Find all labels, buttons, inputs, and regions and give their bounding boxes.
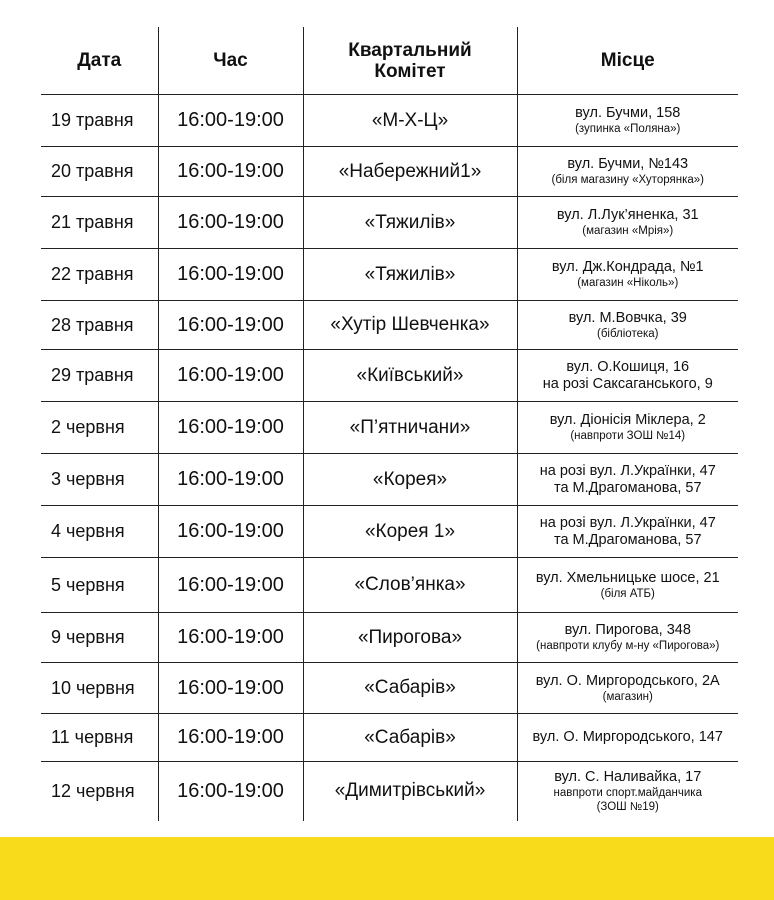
row-time: 16:00-19:00: [158, 762, 303, 821]
row-place: [517, 95, 738, 147]
row-committee: «Корея 1»: [303, 506, 517, 558]
row-time: 16:00-19:00: [158, 350, 303, 402]
row-time: 16:00-19:00: [158, 506, 303, 558]
row-place: [517, 197, 738, 249]
header-row: [41, 27, 738, 95]
place-note: (бібліотека): [597, 327, 659, 340]
table-row: [41, 301, 738, 350]
row-place: [517, 613, 738, 663]
header-committee: [303, 27, 517, 95]
row-date: 19 травня: [41, 95, 158, 147]
place-address: вул. Л.Лук’яненка, 31: [556, 207, 699, 223]
row-place: [517, 147, 738, 197]
place-address: вул. Діонісія Міклера, 2: [549, 412, 706, 428]
row-date: 10 червня: [41, 663, 158, 714]
row-time: 16:00-19:00: [158, 714, 303, 762]
row-date: 4 червня: [41, 506, 158, 558]
row-time: 16:00-19:00: [158, 558, 303, 613]
row-committee: «Тяжилів»: [303, 197, 517, 249]
row-committee: «Сабарів»: [303, 663, 517, 714]
table-row: [41, 558, 738, 613]
table-row: [41, 95, 738, 147]
place-address: вул. М.Вовчка, 39: [568, 309, 687, 326]
header-committee-line1: Квартальний: [348, 39, 472, 61]
place-address: вул. Дж.Кондрада, №1: [551, 259, 704, 275]
row-place: [517, 301, 738, 350]
place-address: вул. О.Кошиця, 16: [566, 358, 690, 375]
place-note: (біля магазину «Хуторянка»): [551, 174, 704, 186]
table-row: [41, 762, 738, 821]
place-address: та М.Драгоманова, 57: [553, 531, 702, 548]
header-date: Дата: [41, 27, 158, 95]
row-date: 28 травня: [41, 301, 158, 350]
row-time: 16:00-19:00: [158, 197, 303, 249]
place-address: на розі Саксаганського, 9: [542, 375, 713, 392]
row-date: 11 червня: [41, 714, 158, 762]
header-time: Час: [158, 27, 303, 95]
row-committee: «Хутір Шевченка»: [303, 301, 517, 350]
row-time: 16:00-19:00: [158, 663, 303, 714]
place-note: (магазин): [602, 690, 653, 703]
row-committee: «Слов’янка»: [303, 558, 517, 613]
row-date: 29 травня: [41, 350, 158, 402]
table-row: [41, 454, 738, 506]
schedule-table: [41, 27, 738, 821]
row-time: 16:00-19:00: [158, 454, 303, 506]
place-address: вул. Бучми, №143: [567, 156, 689, 172]
place-address: вул. О. Миргородського, 147: [532, 729, 723, 745]
row-time: 16:00-19:00: [158, 147, 303, 197]
place-note: (ЗОШ №19): [596, 800, 659, 813]
row-committee: «М-Х-Ц»: [303, 95, 517, 147]
place-note: (навпроти клубу м-ну «Пирогова»): [536, 640, 720, 652]
place-address: вул. Хмельницьке шосе, 21: [535, 569, 720, 586]
row-place: [517, 506, 738, 558]
row-place: [517, 714, 738, 762]
row-time: 16:00-19:00: [158, 249, 303, 301]
row-date: 2 червня: [41, 402, 158, 454]
row-place: [517, 663, 738, 714]
table-row: [41, 506, 738, 558]
place-address: на розі вул. Л.Українки, 47: [539, 514, 716, 531]
place-note: (магазин «Ніколь»): [577, 277, 679, 289]
row-place: [517, 249, 738, 301]
place-note: (навпроти ЗОШ №14): [570, 430, 686, 442]
table-row: [41, 402, 738, 454]
table-row: [41, 714, 738, 762]
place-note: навпроти спорт.майданчика: [553, 786, 702, 799]
place-address: вул. Пирогова, 348: [564, 622, 691, 638]
table-row: [41, 663, 738, 714]
row-committee: «Сабарів»: [303, 714, 517, 762]
table-row: [41, 350, 738, 402]
row-committee: «Пирогова»: [303, 613, 517, 663]
row-date: 20 травня: [41, 147, 158, 197]
row-time: 16:00-19:00: [158, 402, 303, 454]
place-note: (магазин «Мрія»): [582, 225, 674, 237]
place-address: вул. Бучми, 158: [575, 105, 681, 121]
row-committee: «Корея»: [303, 454, 517, 506]
row-place: [517, 762, 738, 821]
table-row: [41, 613, 738, 663]
header-place: Місце: [517, 27, 738, 95]
footer-yellow-band: [0, 837, 774, 900]
row-time: 16:00-19:00: [158, 613, 303, 663]
place-note: (біля АТБ): [600, 587, 655, 600]
row-committee: «Набережний1»: [303, 147, 517, 197]
row-committee: «П’ятничани»: [303, 402, 517, 454]
row-date: 9 червня: [41, 613, 158, 663]
place-address: на розі вул. Л.Українки, 47: [539, 462, 716, 479]
row-date: 22 травня: [41, 249, 158, 301]
row-date: 3 червня: [41, 454, 158, 506]
table-row: [41, 197, 738, 249]
row-time: 16:00-19:00: [158, 301, 303, 350]
row-committee: «Київський»: [303, 350, 517, 402]
row-place: [517, 402, 738, 454]
place-note: (зупинка «Поляна»): [575, 123, 681, 135]
row-date: 12 червня: [51, 780, 135, 801]
place-address: та М.Драгоманова, 57: [553, 479, 702, 496]
row-date: 21 травня: [41, 197, 158, 249]
header-committee-line2: Комітет: [374, 60, 446, 82]
row-committee: «Димитрівський»: [303, 762, 517, 821]
row-place: [517, 558, 738, 613]
place-address: вул. О. Миргородського, 2А: [535, 672, 720, 689]
row-place: [517, 454, 738, 506]
row-place: [517, 350, 738, 402]
table-row: [41, 249, 738, 301]
row-date: 5 червня: [41, 558, 158, 613]
row-time: 16:00-19:00: [158, 95, 303, 147]
place-address: вул. С. Наливайка, 17: [554, 768, 702, 785]
table-row: [41, 147, 738, 197]
row-committee: «Тяжилів»: [303, 249, 517, 301]
